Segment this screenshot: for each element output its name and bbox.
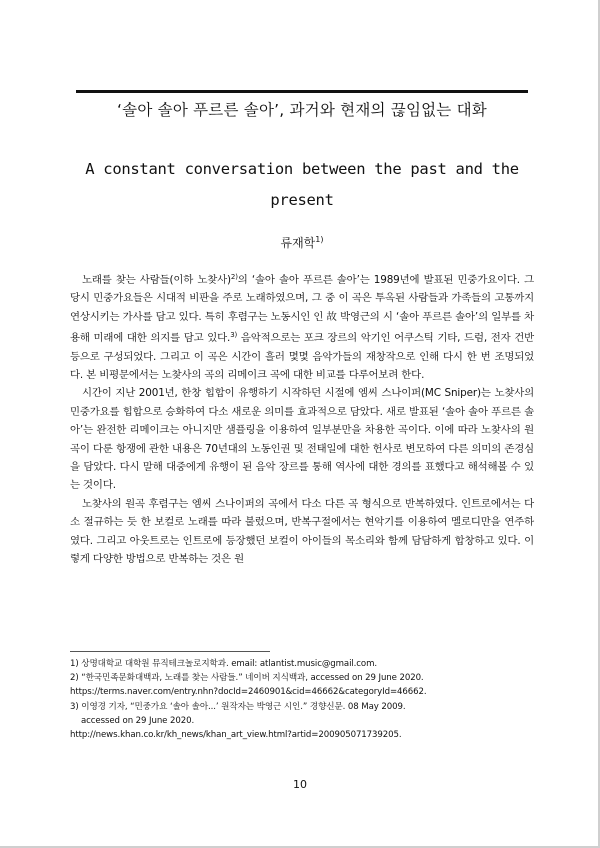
footnote-3: 3) 이영경 기자, “민중가요 ‘솔아 솔아...’ 원작자는 박영근 시인.” 경향신문. 08 May 2009.: [70, 701, 406, 712]
paragraph-3: 노찾사의 원곡 후렴구는 엠씨 스나이퍼의 곡에서 다소 다른 곡 형식으로 반복하였다. 인트로에서는 다소 절규하는 듯 한 보컬로 노래를 따라 불렀으며, 반복구절에서는 현악기를 이용하여 멜로디만을 연주하였다. 그리고 아웃트로는 인트로에 등장했던 보컬이 아이들의 목소리와 함께 담담하게 합창하고 있다. 이렇게 다양한 방법으로 반복하는 것은 원: [70, 497, 534, 566]
footnote-ref-2[interactable]: 2): [230, 273, 238, 281]
paragraph-2: 시간이 지난 2001년, 한창 힙합이 유행하기 시작하던 시절에 엠씨 스나이퍼(MC Sniper)는 노찾사의 민중가요를 힙합으로 승화하여 다소 새로운 의미를 효과적으로 담았다. 새로 발표된 ‘솔아 솔아 푸르른 솔아’는 완전한 리메이크는 아니지만 샘플링을 이용하여 일부분만을 차용한 곡이다. 이에 따라 노찾사의 원곡이 다룬 항쟁에 관한 내용은 70년대의 노동인권 및 전태일에 대한 헌사로 변모하여 다른 의미의 존경심을 담았다. 다시 말해 대중에게 유행이 된 음악 장르를 통해 역사에 대한 경의를 표했다고 해석해볼 수 있는 것이다.: [70, 387, 534, 492]
author-name: 류재학: [280, 236, 316, 250]
p1-text-a: 노래를 찾는 사람들(이하 노찾사): [82, 274, 231, 286]
author-line: [76, 234, 528, 251]
footnote-1: 1) 상명대학교 대학원 뮤직테크놀로지학과. email: atlantist.music@gmail.com.: [70, 659, 377, 669]
author-footnote-ref[interactable]: 1): [315, 235, 324, 244]
page-number: 10: [293, 778, 307, 791]
korean-title: ‘솔아 솔아 푸르른 솔아’, 과거와 현재의 끊임없는 대화: [117, 101, 487, 119]
footnote-ref-3[interactable]: 3): [230, 331, 238, 340]
p1-text-c: 음악적으로는 포크 장르의 악기인 어쿠스틱 기타, 드럼, 전자 건반 등으로 구성되었다. 그리고 이 곡은 시간이 흘러 몇몇 음악가들의 재창작으로 인해 다시 한 번 조명되었다. 본 비평문에서는 노찾사의 곡의 리메이크 곡에 대한 비교를 다루어보려 한다.: [70, 332, 534, 382]
footnote-3-url[interactable]: http://news.khan.co.kr/kh_news/khan_art_view.html?artid=200905071739205.: [70, 730, 402, 741]
paragraph-1: [70, 268, 534, 384]
article-body: [70, 268, 534, 569]
p1-text-b: 의 ‘솔아 솔아 푸르른 솔아’는 1989년에 발표된 민중가요이다. 그 당시 민중가요들은 시대적 비판을 주로 노래하였으며, 그 중 이 곡은 투옥된 사람들과 가족들의 고통까지 연상시키는 가사를 담고 있다. 특히 후렴구는 노동시인 인 故 박영근의 시 ‘솔아 푸르른 솔아’의 일부를 차용해 미래에 대한 의지를 담고 있다.: [70, 274, 534, 345]
footnote-divider: [70, 651, 270, 652]
footnotes: [70, 657, 534, 742]
title-rule: [76, 90, 528, 93]
footnote-2: 2) “한국민족문화대백과, 노래를 찾는 사람들.” 네이버 지식백과, accessed on 29 June 2020.: [70, 673, 424, 684]
footnote-2-url[interactable]: https://terms.naver.com/entry.nhn?docId=2460901&cid=46662&categoryId=46662.: [70, 687, 427, 698]
english-title: A constant conversation between the past and the present: [85, 160, 519, 209]
footnote-3-accessed: accessed on 29 June 2020.: [81, 715, 195, 726]
